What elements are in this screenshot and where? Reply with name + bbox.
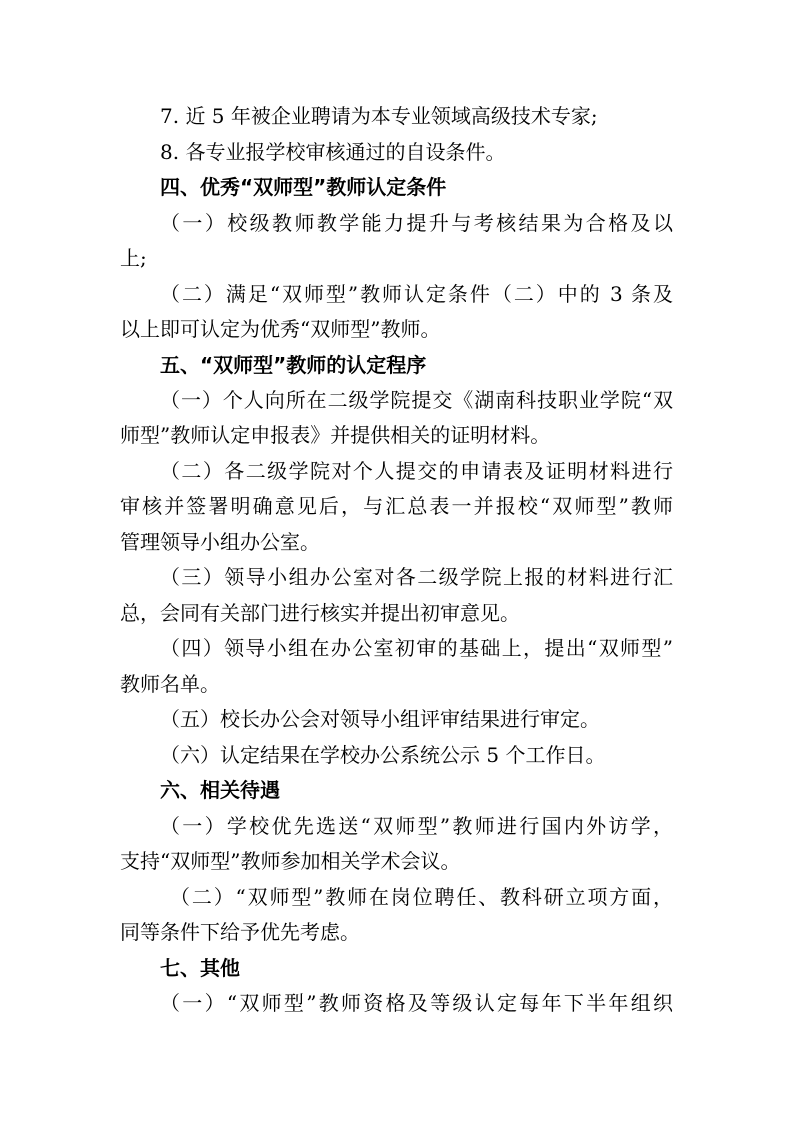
section-5-para-3-line-1: （三）领导小组办公室对各二级学院上报的材料进行汇 xyxy=(160,565,673,589)
section-5-para-2-line-1: （二）各二级学院对个人提交的申请表及证明材料进行 xyxy=(160,459,673,483)
section-7-heading: 七、其他 xyxy=(160,956,240,980)
section-6-para-1-line-2: 支持“双师型”教师参加相关学术会议。 xyxy=(120,849,461,873)
item-8: 8. 各专业报学校审核通过的自设条件。 xyxy=(160,140,506,164)
section-7-para-1-line-1: （一）“双师型”教师资格及等级认定每年下半年组织 xyxy=(160,991,673,1015)
section-5-para-4-line-1: （四）领导小组在办公室初审的基础上，提出“双师型” xyxy=(160,636,673,660)
section-6-para-2-line-1: （二）“双师型”教师在岗位聘任、教科研立项方面， xyxy=(170,885,673,909)
section-6-para-2-line-2: 同等条件下给予优先考虑。 xyxy=(120,920,360,944)
section-5-para-2-line-2: 审核并签署明确意见后，与汇总表一并报校“双师型”教师 xyxy=(120,494,673,518)
section-6-heading: 六、相关待遇 xyxy=(160,778,280,802)
section-5-para-2-line-3: 管理领导小组办公室。 xyxy=(120,530,320,554)
section-5-heading: 五、“双师型”教师的认定程序 xyxy=(160,353,427,377)
section-5-para-6: （六）认定结果在学校办公系统公示 5 个工作日。 xyxy=(160,743,606,767)
section-6-para-1-line-1: （一）学校优先选送“双师型”教师进行国内外访学， xyxy=(160,814,673,838)
section-5-para-5: （五）校长办公会对领导小组评审结果进行审定。 xyxy=(160,707,600,731)
section-4-heading: 四、优秀“双师型”教师认定条件 xyxy=(160,175,447,199)
section-5-para-3-line-2: 总，会同有关部门进行核实并提出初审意见。 xyxy=(120,601,520,625)
section-4-para-2-line-1: （二）满足“双师型”教师认定条件（二）中的 3 条及 xyxy=(160,282,673,306)
item-7: 7. 近 5 年被企业聘请为本专业领域高级技术专家; xyxy=(160,104,598,128)
section-5-para-4-line-2: 教师名单。 xyxy=(120,672,220,696)
section-4-para-1-line-1: （一）校级教师教学能力提升与考核结果为合格及以 xyxy=(160,211,673,235)
section-4-para-2-line-2: 以上即可认定为优秀“双师型”教师。 xyxy=(120,317,441,341)
section-5-para-1-line-2: 师型”教师认定申报表》并提供相关的证明材料。 xyxy=(120,423,551,447)
section-5-para-1-line-1: （一）个人向所在二级学院提交《湖南科技职业学院“双 xyxy=(160,388,673,412)
section-4-para-1-line-2: 上; xyxy=(120,246,147,270)
